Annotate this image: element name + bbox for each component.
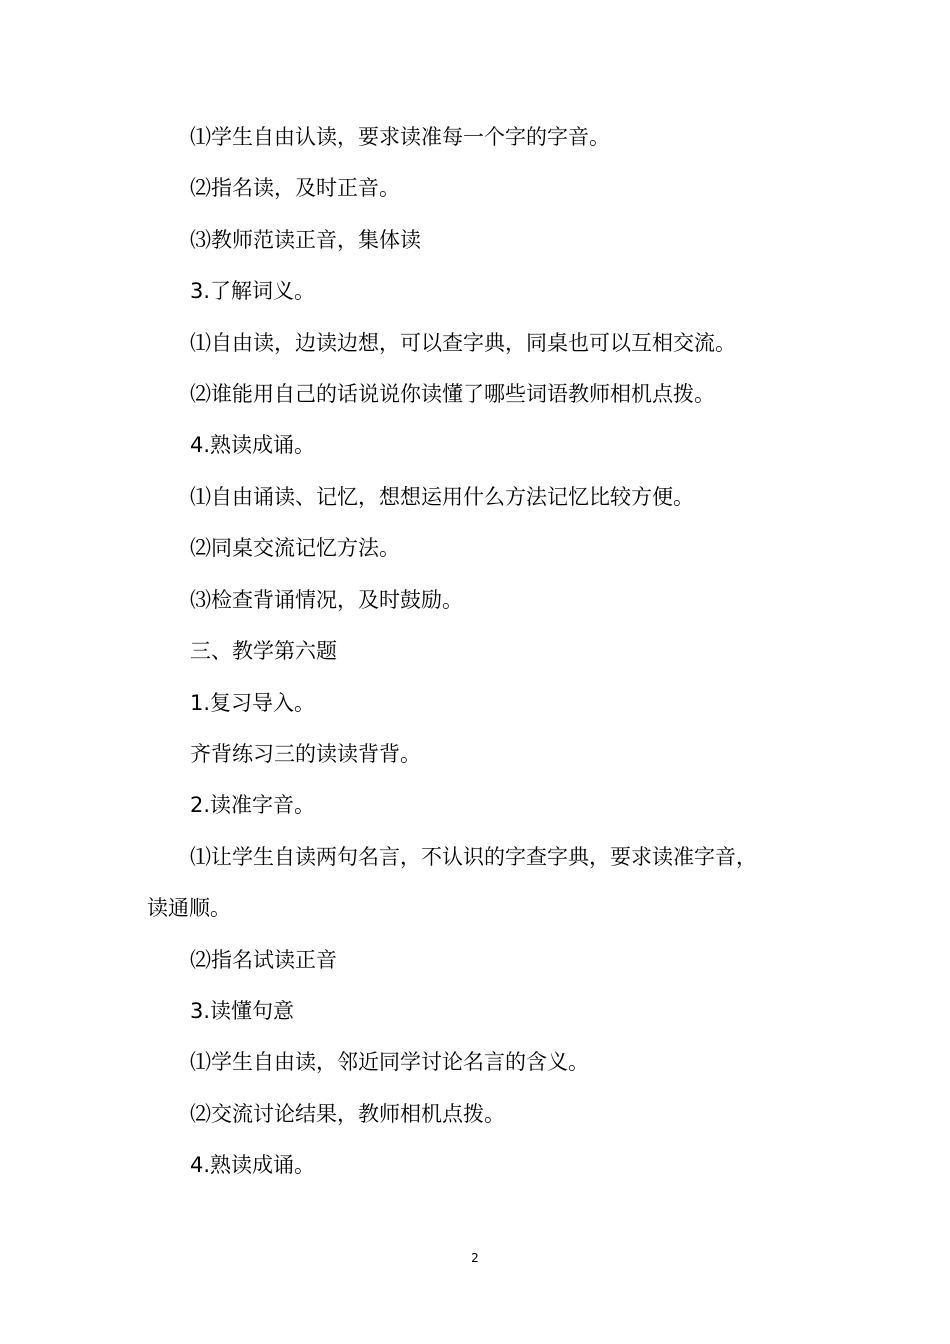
paragraph-line: ⑴自由读，边读边想，可以查字典，同桌也可以互相交流。 [190, 331, 736, 355]
paragraph-line: ⑴学生自由认读，要求读准每一个字的字音。 [190, 125, 610, 149]
section-heading: 3.了解词义。 [190, 279, 316, 303]
paragraph-line: 齐背练习三的读读背背。 [190, 742, 421, 766]
paragraph-line: ⑶教师范读正音，集体读 [190, 228, 421, 252]
section-heading: 3.读懂句意 [190, 999, 295, 1023]
paragraph-line: ⑴学生自由读，邻近同学讨论名言的含义。 [190, 1050, 589, 1074]
section-heading: 2.读准字音。 [190, 793, 316, 817]
paragraph-line-continuation: 读通顺。 [147, 896, 231, 920]
paragraph-line: ⑵指名试读正音 [190, 948, 337, 972]
paragraph-line: ⑵谁能用自己的话说说你读懂了哪些词语教师相机点拨。 [190, 382, 715, 406]
section-heading: 三、教学第六题 [190, 639, 337, 663]
paragraph-line: ⑵交流讨论结果，教师相机点拨。 [190, 1102, 505, 1126]
section-heading: 1.复习导入。 [190, 691, 316, 715]
paragraph-line: ⑵同桌交流记忆方法。 [190, 536, 400, 560]
section-heading: 4.熟读成诵。 [190, 1153, 316, 1177]
section-heading: 4.熟读成诵。 [190, 433, 316, 457]
paragraph-line: ⑵指名读，及时正音。 [190, 176, 400, 200]
page-number: 2 [471, 1251, 479, 1265]
paragraph-line: ⑴让学生自读两句名言，不认识的字查字典，要求读准字音， [190, 845, 757, 869]
paragraph-line: ⑶检查背诵情况，及时鼓励。 [190, 588, 463, 612]
paragraph-line: ⑴自由诵读、记忆，想想运用什么方法记忆比较方便。 [190, 485, 694, 509]
